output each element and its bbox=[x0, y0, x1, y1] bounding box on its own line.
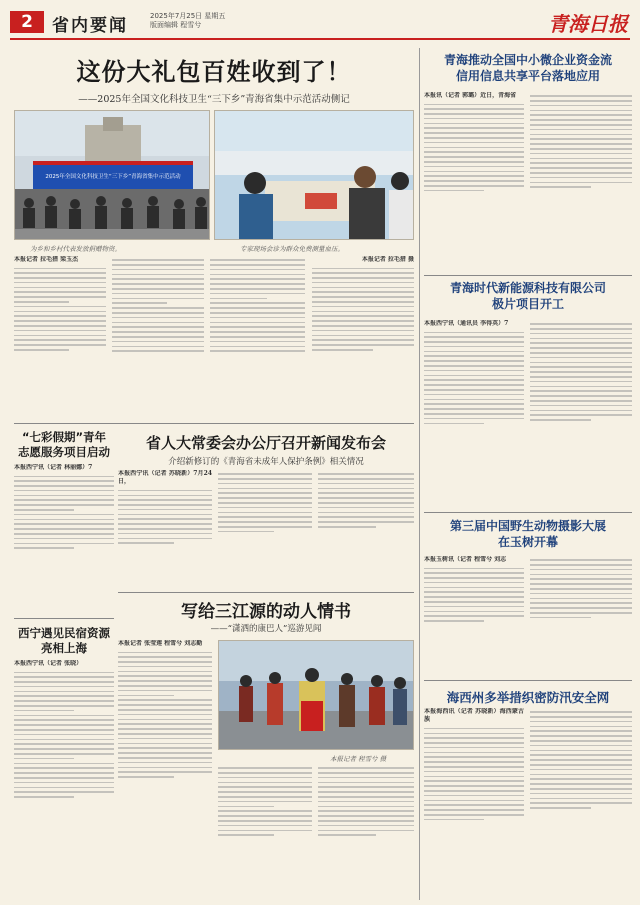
story-column-2 bbox=[218, 764, 312, 900]
main-headline: 这份大礼包百姓收到了！ bbox=[76, 57, 352, 86]
rule-right-2 bbox=[424, 512, 632, 513]
section-title: 省内要闻 bbox=[52, 16, 128, 36]
right-article1-title: 青海推动全国中小微企业资金流 信用信息共享平台落地应用 bbox=[443, 53, 612, 83]
rule-right-1 bbox=[424, 275, 632, 276]
news-subheadline: 介绍新修订的《青海省未成年人保护条例》相关情况 bbox=[168, 457, 364, 467]
page-number-badge: 2 bbox=[10, 11, 44, 33]
photo-event-stage bbox=[14, 110, 210, 240]
parade-illustration bbox=[219, 641, 414, 750]
feature-column-1 bbox=[14, 256, 106, 421]
feature-photo-credit: 本报记者 拉毛措 摄 bbox=[361, 256, 414, 263]
feature-column-3 bbox=[210, 256, 305, 421]
news-column-3 bbox=[318, 470, 414, 590]
photo-medical-check bbox=[214, 110, 414, 240]
rule-feature-bottom bbox=[14, 423, 414, 424]
brief2-title: 西宁遇见民宿资源 亮相上海 bbox=[18, 626, 110, 655]
right-article3-col1: 本报玉树讯（记者 程雪兮 刘志 bbox=[424, 556, 524, 674]
masthead bbox=[0, 0, 640, 40]
story-subheadline: ——“潇洒的康巴人”巡游见闻 bbox=[210, 624, 322, 634]
story-photo-credit: 本报记者 程雪兮 摄 bbox=[330, 755, 387, 763]
right-article1-col2 bbox=[530, 92, 632, 270]
date-info bbox=[150, 12, 225, 30]
right-article1-col1: 本报讯（记者 郭璐）近日，青海省 bbox=[424, 92, 524, 270]
right-article4-title: 海西州多举措织密防汛安全网 bbox=[446, 690, 610, 705]
feature-column-2 bbox=[112, 256, 204, 421]
story-headline: 写给三江源的动人情书 bbox=[181, 602, 351, 622]
news-headline: 省人大常委会办公厅召开新闻发布会 bbox=[145, 434, 386, 452]
feature-text-block bbox=[14, 268, 106, 351]
column-divider bbox=[419, 48, 420, 900]
stage-banner-text: 2025年全国文化科技卫生“三下乡”青海省集中示范活动 bbox=[45, 174, 181, 180]
news-column-1: 本报西宁讯（记者 苏晓新）7月24日， bbox=[118, 470, 212, 590]
story-column-3 bbox=[318, 764, 414, 900]
date-line1: 2025年7月25日 星期五 bbox=[150, 12, 226, 20]
photo-khampa-parade bbox=[218, 640, 414, 750]
right-article2-col2 bbox=[530, 320, 632, 508]
right-article2-title: 青海时代新能源科技有限公司 极片项目开工 bbox=[449, 281, 606, 311]
right-article4-col1: 本报海西讯（记者 苏晓新）海西蒙古族 bbox=[424, 708, 524, 900]
right-article2-col1: 本报西宁讯（通讯员 李得英）7 bbox=[424, 320, 524, 508]
main-subheadline: ——2025年全国文化科技卫生“三下乡”青海省集中示范活动侧记 bbox=[78, 94, 350, 105]
rule-right-3 bbox=[424, 680, 632, 681]
brief1-text: 本报西宁讯（记者 林丽娜）7 bbox=[14, 464, 114, 614]
brief1-title: “七彩假期”青年 志愿服务项目启动 bbox=[18, 430, 110, 459]
feature-byline: 本报记者 拉毛措 梁玉杰 bbox=[14, 256, 79, 263]
story-column-1: 本报记者 张莹莲 程雪兮 刘志勤 bbox=[118, 640, 212, 900]
rule-news-bottom bbox=[118, 592, 414, 593]
date-line2: 版面编辑 程雪兮 bbox=[150, 21, 202, 29]
rule-brief-separator bbox=[14, 618, 114, 619]
medical-check-illustration bbox=[215, 111, 414, 240]
event-stage-illustration bbox=[15, 111, 210, 240]
right-article3-col2 bbox=[530, 556, 632, 674]
right-article3-title: 第三届中国野生动物摄影大展 在玉树开幕 bbox=[449, 519, 606, 549]
caption-left: 为乡和乡村代表发放捐赠物资。 bbox=[30, 245, 121, 253]
news-column-2 bbox=[218, 470, 312, 590]
newspaper-logo: 青海日报 bbox=[548, 12, 628, 36]
right-article4-col2 bbox=[530, 708, 632, 900]
feature-column-4 bbox=[312, 256, 414, 421]
masthead-rule bbox=[10, 38, 630, 40]
caption-right: 专家现场会诊为群众免费测量血压。 bbox=[240, 245, 344, 253]
brief2-text: 本报西宁讯（记者 张晓） bbox=[14, 660, 114, 900]
